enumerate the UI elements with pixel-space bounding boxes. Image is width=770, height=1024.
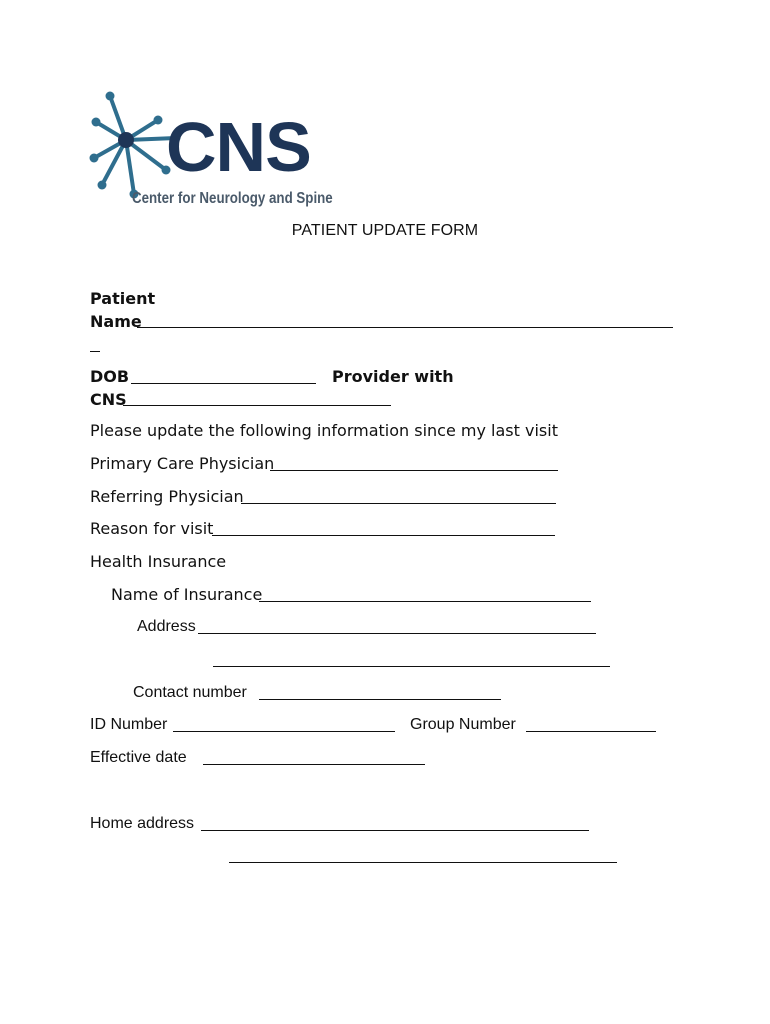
pcp-label: Primary Care Physician xyxy=(90,454,275,473)
pcp-field[interactable] xyxy=(270,470,558,471)
patient-label: Patient xyxy=(90,289,156,308)
group-number-field[interactable] xyxy=(526,731,656,732)
reason-label: Reason for visit xyxy=(90,519,214,538)
health-insurance-heading: Health Insurance xyxy=(90,552,227,571)
insurance-name-field[interactable] xyxy=(259,601,591,602)
home-address-label: Home address xyxy=(90,815,195,832)
insurance-address-field-2[interactable] xyxy=(213,666,610,667)
home-address-field[interactable] xyxy=(201,830,589,831)
instructions-text: Please update the following information since my last visit xyxy=(90,421,558,440)
provider-label: Provider with xyxy=(332,367,454,386)
insurance-address-field[interactable] xyxy=(198,633,596,634)
contact-number-label: Contact number xyxy=(133,684,247,701)
provider-field[interactable] xyxy=(123,405,391,406)
logo-tagline: Center for Neurology and Spine xyxy=(132,190,333,207)
patient-name-field[interactable] xyxy=(137,327,673,328)
provider-cns-label: CNS xyxy=(90,390,127,409)
dob-label: DOB xyxy=(90,367,130,386)
effective-date-label: Effective date xyxy=(90,749,187,766)
dob-field[interactable] xyxy=(131,383,316,384)
effective-date-field[interactable] xyxy=(203,764,425,765)
insurance-name-label: Name of Insurance xyxy=(111,585,263,604)
patient-name-label: Name xyxy=(90,312,142,331)
id-number-field[interactable] xyxy=(173,731,395,732)
referring-label: Referring Physician xyxy=(90,487,244,506)
form-title: PATIENT UPDATE FORM xyxy=(291,222,479,239)
contact-number-field[interactable] xyxy=(259,699,501,700)
home-address-field-2[interactable] xyxy=(229,862,617,863)
id-number-label: ID Number xyxy=(90,716,168,733)
patient-name-field-overflow[interactable] xyxy=(90,351,100,352)
group-number-label: Group Number xyxy=(410,716,516,733)
logo-mark: CNS xyxy=(166,108,311,186)
insurance-address-label: Address xyxy=(137,618,196,635)
referring-field[interactable] xyxy=(241,503,556,504)
cns-logo xyxy=(88,90,348,215)
reason-field[interactable] xyxy=(212,535,555,536)
